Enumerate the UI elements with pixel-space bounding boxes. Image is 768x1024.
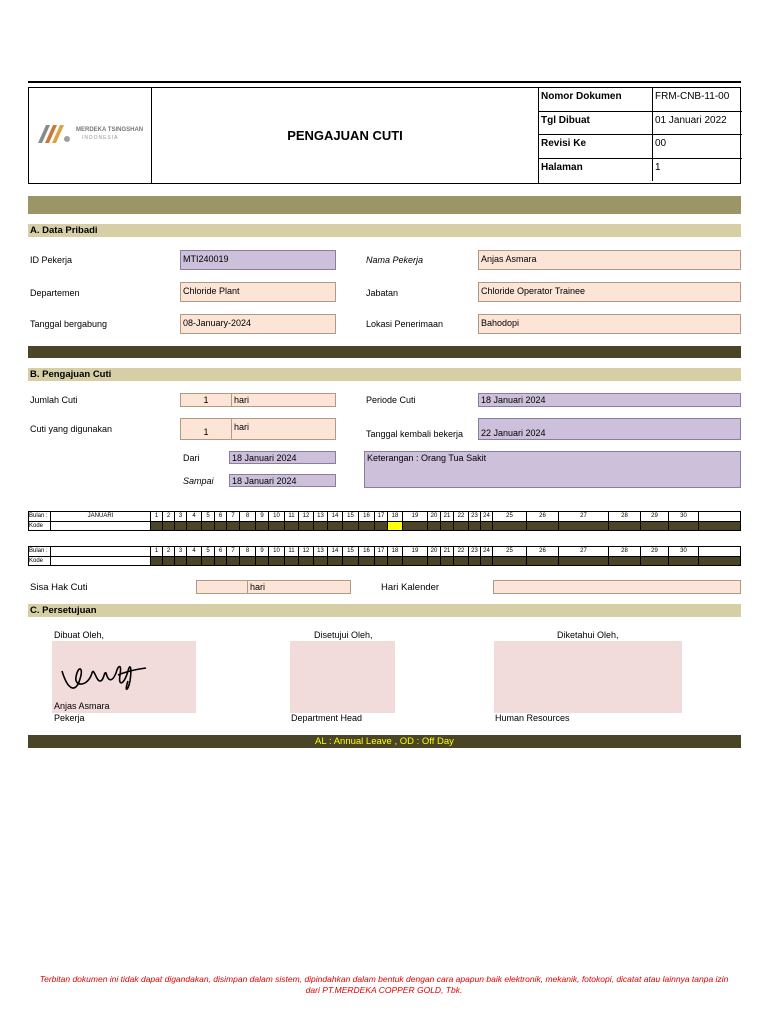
kode-cell[interactable]: [441, 556, 454, 566]
day-cell: 16: [359, 512, 375, 522]
day-cell: 28: [609, 512, 641, 522]
signature-image: [58, 651, 158, 701]
day-cell: 29: [641, 512, 669, 522]
kalender-label: Hari Kalender: [381, 582, 440, 593]
day-cell: [699, 547, 741, 557]
day-cell: 21: [441, 512, 454, 522]
olive-divider: [28, 196, 741, 214]
day-cell: 21: [441, 547, 454, 557]
day-cell: 6: [215, 547, 227, 557]
day-cell: 4: [187, 512, 202, 522]
bulan-label: Bulan :: [29, 512, 51, 522]
meta-row-nomor: [539, 87, 742, 112]
kode-cell[interactable]: [163, 556, 175, 566]
kode-spacer: [51, 521, 151, 531]
kode-cell[interactable]: [227, 556, 240, 566]
kode-cell[interactable]: [441, 521, 454, 531]
kode-cell[interactable]: [187, 556, 202, 566]
kode-cell[interactable]: [343, 556, 359, 566]
day-cell: 30: [669, 547, 699, 557]
copyright-note: [20, 974, 748, 996]
day-cell: 14: [328, 547, 343, 557]
kode-cell[interactable]: [403, 556, 428, 566]
dari-field[interactable]: 18 Januari 2024: [229, 451, 336, 464]
role-hr: Human Resources: [495, 713, 570, 723]
meta-row-halaman: [539, 158, 742, 182]
id-label: ID Pekerja: [30, 255, 73, 265]
kode-cell[interactable]: [375, 521, 388, 531]
day-cell: 18: [388, 512, 403, 522]
kode-cell[interactable]: [559, 556, 609, 566]
jumlah-label: Jumlah Cuti: [30, 395, 78, 405]
jumlah-unit: hari: [231, 393, 336, 407]
day-cell: 30: [669, 512, 699, 522]
job-field[interactable]: Chloride Operator Trainee: [478, 282, 741, 302]
day-cell: 9: [256, 547, 269, 557]
kode-cell[interactable]: [227, 521, 240, 531]
kode-cell[interactable]: [175, 521, 187, 531]
kode-cell[interactable]: [428, 556, 441, 566]
kode-cell[interactable]: [215, 521, 227, 531]
day-cell: 3: [175, 547, 187, 557]
day-cell: [699, 512, 741, 522]
name-label: Nama Pekerja: [366, 255, 424, 265]
kode-cell[interactable]: [256, 556, 269, 566]
digunakan-field[interactable]: 1: [180, 418, 232, 440]
logo-subtitle: INDONESIA: [82, 135, 119, 141]
kode-cell[interactable]: [481, 521, 493, 531]
kode-cell[interactable]: [285, 521, 299, 531]
day-cell: 1: [151, 547, 163, 557]
kode-cell[interactable]: [669, 556, 699, 566]
day-cell: 26: [527, 547, 559, 557]
kode-spacer: [51, 556, 151, 566]
kode-cell[interactable]: [187, 521, 202, 531]
top-rule: [28, 81, 741, 83]
meta-row-revisi: [539, 134, 742, 159]
day-cell: 22: [454, 547, 469, 557]
kode-cell[interactable]: [256, 521, 269, 531]
kode-cell[interactable]: [269, 556, 285, 566]
logo-name: MERDEKA TSINGSHAN: [76, 127, 144, 133]
jumlah-field[interactable]: 1: [180, 393, 232, 407]
dept-field[interactable]: Chloride Plant: [180, 282, 336, 302]
name-field[interactable]: Anjas Asmara: [478, 250, 741, 270]
copyright-line-2: dari PT.MERDEKA COPPER GOLD, Tbk.: [305, 985, 463, 995]
legend-bar: AL : Annual Leave , OD : Off Day: [28, 735, 741, 748]
month-name: [51, 547, 151, 557]
day-cell: 12: [299, 512, 314, 522]
role-pekerja: Pekerja: [54, 713, 85, 723]
kode-cell[interactable]: [299, 521, 314, 531]
diketahui-label: Diketahui Oleh,: [557, 630, 619, 640]
dari-label: Dari: [183, 453, 200, 463]
kode-cell[interactable]: [454, 521, 469, 531]
signature-box-hr[interactable]: [494, 641, 682, 713]
day-cell: 23: [469, 512, 481, 522]
dept-label: Departemen: [30, 288, 80, 298]
disetujui-label: Disetujui Oleh,: [314, 630, 373, 640]
signer-name: Anjas Asmara: [54, 701, 110, 711]
day-cell: 5: [202, 512, 215, 522]
kode-cell[interactable]: [454, 556, 469, 566]
day-cell: 25: [493, 547, 527, 557]
loc-label: Lokasi Penerimaan: [366, 319, 444, 329]
kode-cell[interactable]: [493, 556, 527, 566]
kode-cell[interactable]: [469, 521, 481, 531]
kode-cell[interactable]: [609, 521, 641, 531]
kode-cell[interactable]: [240, 556, 256, 566]
kode-cell[interactable]: [481, 556, 493, 566]
day-cell: 19: [403, 512, 428, 522]
dibuat-label: Dibuat Oleh,: [54, 630, 105, 640]
meta-value: 1: [655, 161, 661, 173]
meta-label: Revisi Ke: [539, 134, 653, 158]
day-cell: 24: [481, 512, 493, 522]
day-cell: 23: [469, 547, 481, 557]
signature-box-dept-head[interactable]: [290, 641, 395, 713]
day-cell: 22: [454, 512, 469, 522]
day-cell: 15: [343, 512, 359, 522]
day-cell: 9: [256, 512, 269, 522]
page-title: PENGAJUAN CUTI: [287, 128, 403, 143]
section-c-title: C. Persetujuan: [28, 604, 741, 617]
day-cell: 18: [388, 547, 403, 557]
day-cell: 25: [493, 512, 527, 522]
id-field[interactable]: MTI240019: [180, 250, 336, 270]
day-cell: 29: [641, 547, 669, 557]
kode-cell[interactable]: [493, 521, 527, 531]
kode-label: Kode: [29, 556, 51, 566]
digunakan-label: Cuti yang digunakan: [30, 424, 113, 434]
day-cell: 11: [285, 547, 299, 557]
day-cell: 3: [175, 512, 187, 522]
kode-cell[interactable]: [299, 556, 314, 566]
meta-row-tgl: [539, 111, 742, 136]
day-cell: 20: [428, 547, 441, 557]
sisa-label: Sisa Hak Cuti: [30, 582, 88, 593]
kode-cell[interactable]: [388, 556, 403, 566]
kode-cell[interactable]: [175, 556, 187, 566]
day-cell: 10: [269, 547, 285, 557]
day-cell: 8: [240, 547, 256, 557]
kode-cell[interactable]: [328, 556, 343, 566]
sampai-label: Sampai: [183, 476, 214, 486]
sampai-field[interactable]: 18 Januari 2024: [229, 474, 336, 487]
calendar-january: [28, 511, 741, 531]
kode-cell[interactable]: [328, 521, 343, 531]
day-cell: 14: [328, 512, 343, 522]
kode-cell[interactable]: [359, 556, 375, 566]
day-cell: 27: [559, 512, 609, 522]
kode-cell[interactable]: [359, 521, 375, 531]
logo-cell: [28, 87, 152, 184]
kode-cell[interactable]: [669, 521, 699, 531]
kode-cell[interactable]: [403, 521, 428, 531]
day-cell: 24: [481, 547, 493, 557]
day-cell: 17: [375, 547, 388, 557]
kode-cell[interactable]: [428, 521, 441, 531]
day-cell: 2: [163, 512, 175, 522]
sisa-value-field[interactable]: [196, 580, 248, 594]
day-cell: 4: [187, 547, 202, 557]
kode-cell[interactable]: [240, 521, 256, 531]
day-cell: 11: [285, 512, 299, 522]
kalender-field[interactable]: [493, 580, 741, 594]
kode-cell[interactable]: [285, 556, 299, 566]
day-cell: 7: [227, 512, 240, 522]
kembali-field[interactable]: 22 Januari 2024: [478, 418, 741, 440]
kode-cell[interactable]: [314, 521, 328, 531]
periode-field[interactable]: 18 Januari 2024: [478, 393, 741, 407]
meta-label: Halaman: [539, 158, 653, 182]
meta-label: Nomor Dokumen: [539, 87, 653, 111]
day-cell: 8: [240, 512, 256, 522]
kode-cell[interactable]: [151, 521, 163, 531]
kode-cell[interactable]: [314, 556, 328, 566]
kode-cell[interactable]: [641, 556, 669, 566]
kode-cell[interactable]: [202, 556, 215, 566]
day-cell: 15: [343, 547, 359, 557]
day-cell: 10: [269, 512, 285, 522]
kode-cell[interactable]: [163, 521, 175, 531]
bulan-label: Bulan :: [29, 547, 51, 557]
meta-value: 01 Januari 2022: [655, 114, 727, 126]
join-field[interactable]: 08-January-2024: [180, 314, 336, 334]
day-cell: 1: [151, 512, 163, 522]
kode-cell[interactable]: [375, 556, 388, 566]
day-cell: 19: [403, 547, 428, 557]
kode-cell[interactable]: [699, 521, 741, 531]
kode-cell[interactable]: [202, 521, 215, 531]
periode-label: Periode Cuti: [366, 395, 416, 405]
day-cell: 13: [314, 547, 328, 557]
role-dept-head: Department Head: [291, 713, 363, 723]
kode-cell[interactable]: [609, 556, 641, 566]
kode-cell[interactable]: [215, 556, 227, 566]
day-cell: 12: [299, 547, 314, 557]
kode-cell[interactable]: [559, 521, 609, 531]
day-cell: 16: [359, 547, 375, 557]
dark-divider: [28, 346, 741, 358]
kode-cell[interactable]: [527, 556, 559, 566]
day-cell: 28: [609, 547, 641, 557]
digunakan-unit: hari: [231, 418, 336, 440]
kode-cell[interactable]: [269, 521, 285, 531]
kembali-label: Tanggal kembali bekerja: [366, 429, 464, 439]
company-logo-icon: [36, 121, 74, 145]
kode-cell[interactable]: [699, 556, 741, 566]
day-cell: 27: [559, 547, 609, 557]
document-meta-table: [538, 87, 741, 184]
copyright-line-1: Terbitan dokumen ini tidak dapat digandakan, disimpan dalam sistem, dipindahkan dalam bentuk dengan cara apapun baik elektronik, mekanik, fotokopi, dicatat atau lainnya tanpa izin: [39, 974, 729, 984]
month-name: JANUARI: [51, 512, 151, 522]
day-cell: 7: [227, 547, 240, 557]
meta-value: 00: [655, 138, 667, 149]
sisa-unit: hari: [247, 580, 351, 594]
kode-cell[interactable]: [343, 521, 359, 531]
calendar-next: [28, 546, 741, 566]
loc-field[interactable]: Bahodopi: [478, 314, 741, 334]
section-a-title: A. Data Pribadi: [28, 224, 741, 237]
kode-cell[interactable]: [527, 521, 559, 531]
day-cell: 17: [375, 512, 388, 522]
job-label: Jabatan: [366, 288, 399, 298]
day-cell: 5: [202, 547, 215, 557]
kode-cell[interactable]: [641, 521, 669, 531]
kode-cell[interactable]: [388, 521, 403, 531]
keterangan-field[interactable]: Keterangan : Orang Tua Sakit: [364, 451, 741, 488]
meta-value: FRM-CNB-11-00: [655, 91, 730, 102]
day-cell: 26: [527, 512, 559, 522]
meta-label: Tgl Dibuat: [539, 111, 653, 135]
day-cell: 13: [314, 512, 328, 522]
kode-label: Kode: [29, 521, 51, 531]
kode-cell[interactable]: [469, 556, 481, 566]
join-label: Tanggal bergabung: [30, 319, 108, 329]
day-cell: 20: [428, 512, 441, 522]
day-cell: 2: [163, 547, 175, 557]
day-cell: 6: [215, 512, 227, 522]
kode-cell[interactable]: [151, 556, 163, 566]
section-b-title: B. Pengajuan Cuti: [28, 368, 741, 381]
